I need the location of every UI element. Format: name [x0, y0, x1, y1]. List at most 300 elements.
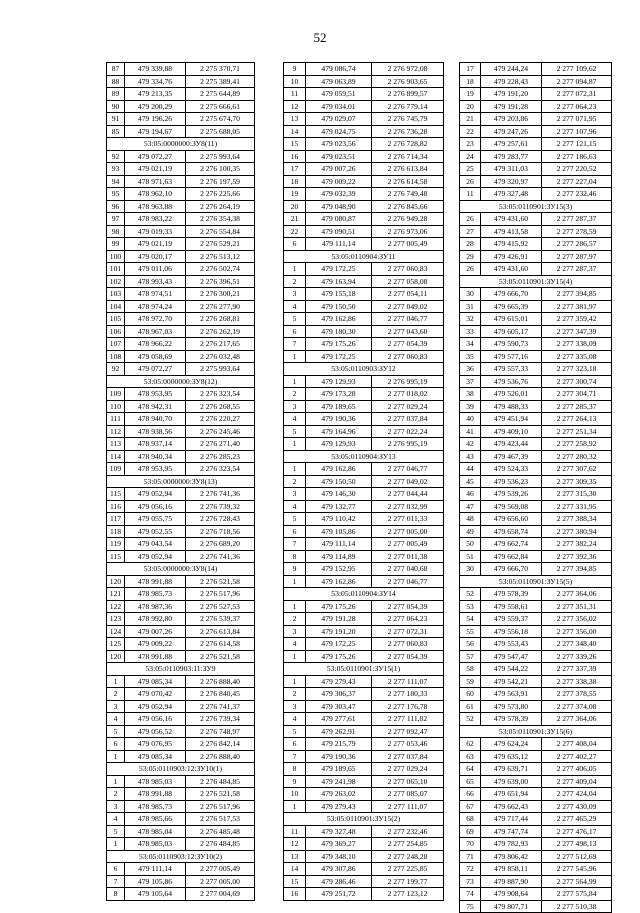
table-row: [107, 388, 255, 401]
point-number: 94: [107, 175, 125, 188]
x-coordinate: 478 987,36: [125, 600, 186, 613]
y-coordinate: 2 275 993,64: [186, 150, 255, 163]
y-coordinate: 2 275 674,70: [186, 113, 255, 126]
x-coordinate: 478 966,22: [125, 338, 186, 351]
x-coordinate: 479 662,84: [481, 550, 542, 563]
coordinates-table-left: [106, 62, 255, 901]
y-coordinate: 2 276 554,84: [186, 225, 255, 238]
table-row: [284, 263, 444, 276]
table-row: [107, 575, 255, 588]
table-row: [107, 600, 255, 613]
table-row: [460, 225, 612, 238]
y-coordinate: 2 277 331,95: [542, 500, 612, 513]
table-row: [284, 538, 444, 551]
point-number: 10: [284, 788, 306, 801]
table-row: [284, 438, 444, 451]
x-coordinate: 479 011,06: [125, 263, 186, 276]
y-coordinate: 2 277 044,44: [372, 488, 444, 501]
y-coordinate: 2 276 268,55: [186, 400, 255, 413]
x-coordinate: 479 615,01: [481, 313, 542, 326]
point-number: 4: [284, 638, 306, 651]
table-row: [284, 688, 444, 701]
point-number: 1: [284, 263, 306, 276]
table-row: [284, 138, 444, 151]
x-coordinate: 479 180,30: [306, 325, 372, 338]
y-coordinate: 2 277 005,49: [372, 238, 444, 251]
x-coordinate: 479 056,16: [125, 713, 186, 726]
y-coordinate: 2 277 121,15: [542, 138, 612, 151]
y-coordinate: 2 276 736,28: [372, 125, 444, 138]
y-coordinate: 2 276 741,37: [186, 700, 255, 713]
x-coordinate: 479 536,76: [481, 375, 542, 388]
y-coordinate: 2 277 337,39: [542, 663, 612, 676]
x-coordinate: 478 953,95: [125, 388, 186, 401]
y-coordinate: 2 276 521,58: [186, 650, 255, 663]
y-coordinate: 2 276 285,23: [186, 450, 255, 463]
x-coordinate: 479 191,20: [481, 88, 542, 101]
x-coordinate: 479 023,56: [306, 138, 372, 151]
x-coordinate: 479 203,86: [481, 113, 542, 126]
y-coordinate: 2 277 402,27: [542, 750, 612, 763]
y-coordinate: 2 276 739,32: [186, 500, 255, 513]
point-number: 3: [284, 288, 306, 301]
y-coordinate: 2 277 011,38: [372, 550, 444, 563]
section-header-row: [284, 450, 444, 463]
table-row: [107, 175, 255, 188]
x-coordinate: 478 985,66: [125, 813, 186, 826]
table-row: [460, 313, 612, 326]
table-row: [284, 763, 444, 776]
y-coordinate: 2 277 072,31: [372, 625, 444, 638]
x-coordinate: 479 662,74: [481, 538, 542, 551]
table-row: [460, 600, 612, 613]
x-coordinate: 479 173,28: [306, 388, 372, 401]
table-row: [460, 900, 612, 913]
table-row: [284, 563, 444, 576]
x-coordinate: 479 467,39: [481, 450, 542, 463]
point-number: 98: [107, 225, 125, 238]
table-row: [460, 88, 612, 101]
point-number: 104: [107, 300, 125, 313]
point-number: 99: [107, 238, 125, 251]
y-coordinate: 2 277 060,83: [372, 638, 444, 651]
x-coordinate: 479 172,25: [306, 263, 372, 276]
point-number: 33: [460, 325, 481, 338]
parcel-id: 53:05:0110903:12:ЗУ10(2): [107, 850, 255, 863]
point-number: 72: [460, 863, 481, 876]
x-coordinate: 479 286,46: [306, 875, 372, 888]
x-coordinate: 479 105,86: [306, 525, 372, 538]
table-row: [284, 163, 444, 176]
x-coordinate: 479 241,98: [306, 775, 372, 788]
y-coordinate: 2 277 394,85: [542, 288, 612, 301]
x-coordinate: 479 175,26: [306, 600, 372, 613]
table-row: [460, 838, 612, 851]
point-number: 5: [284, 513, 306, 526]
y-coordinate: 2 277 054,39: [372, 650, 444, 663]
point-number: 108: [107, 350, 125, 363]
y-coordinate: 2 277 285,37: [542, 400, 612, 413]
section-header-row: [107, 850, 255, 863]
point-number: 65: [460, 775, 481, 788]
y-coordinate: 2 277 380,94: [542, 525, 612, 538]
point-number: 114: [107, 450, 125, 463]
point-number: 69: [460, 825, 481, 838]
y-coordinate: 2 276 521,58: [186, 788, 255, 801]
point-number: 107: [107, 338, 125, 351]
y-coordinate: 2 277 381,97: [542, 300, 612, 313]
table-row: [284, 200, 444, 213]
point-number: 63: [460, 750, 481, 763]
table-row: [107, 250, 255, 263]
point-number: 8: [284, 550, 306, 563]
y-coordinate: 2 276 739,34: [186, 713, 255, 726]
table-row: [107, 450, 255, 463]
y-coordinate: 2 277 029,24: [372, 400, 444, 413]
x-coordinate: 479 277,61: [306, 713, 372, 726]
point-number: 96: [107, 200, 125, 213]
table-row: [107, 888, 255, 901]
y-coordinate: 2 276 220,27: [186, 413, 255, 426]
point-number: 3: [284, 700, 306, 713]
point-number: 119: [107, 538, 125, 551]
y-coordinate: 2 277 315,30: [542, 488, 612, 501]
point-number: 70: [460, 838, 481, 851]
y-coordinate: 2 277 564,99: [542, 875, 612, 888]
parcel-id: 53:05:0110901:ЗУ15(1): [284, 663, 444, 676]
y-coordinate: 2 277 545,96: [542, 863, 612, 876]
y-coordinate: 2 277 049,02: [372, 300, 444, 313]
table-row: [107, 313, 255, 326]
point-number: 73: [460, 875, 481, 888]
x-coordinate: 478 991,88: [125, 575, 186, 588]
table-row: [284, 63, 444, 76]
x-coordinate: 479 263,02: [306, 788, 372, 801]
y-coordinate: 2 277 225,85: [372, 863, 444, 876]
point-number: 14: [284, 125, 306, 138]
section-header-row: [284, 813, 444, 826]
x-coordinate: 479 105,64: [125, 888, 186, 901]
point-number: 2: [284, 275, 306, 288]
point-number: 62: [460, 738, 481, 751]
x-coordinate: 479 526,01: [481, 388, 542, 401]
y-coordinate: 2 276 502,74: [186, 263, 255, 276]
x-coordinate: 479 311,03: [481, 163, 542, 176]
point-number: 25: [460, 163, 481, 176]
x-coordinate: 479 056,52: [125, 725, 186, 738]
section-header-row: [460, 575, 612, 588]
y-coordinate: 2 277 408,04: [542, 738, 612, 751]
point-number: 31: [460, 300, 481, 313]
x-coordinate: 479 665,39: [481, 300, 542, 313]
section-header-row: [460, 200, 612, 213]
table-row: [284, 175, 444, 188]
table-row: [460, 113, 612, 126]
table-row: [107, 725, 255, 738]
y-coordinate: 2 276 264,19: [186, 200, 255, 213]
table-row: [284, 775, 444, 788]
table-row: [284, 125, 444, 138]
x-coordinate: 479 488,33: [481, 400, 542, 413]
x-coordinate: 479 175,26: [306, 338, 372, 351]
x-coordinate: 479 023,51: [306, 150, 372, 163]
point-number: 3: [107, 800, 125, 813]
point-number: 42: [460, 438, 481, 451]
table-row: [460, 850, 612, 863]
x-coordinate: 479 021,19: [125, 238, 186, 251]
point-number: 110: [107, 400, 125, 413]
point-number: 18: [460, 75, 481, 88]
y-coordinate: 2 277 424,04: [542, 788, 612, 801]
x-coordinate: 479 150,50: [306, 300, 372, 313]
x-coordinate: 479 213,35: [125, 88, 186, 101]
y-coordinate: 2 277 339,26: [542, 650, 612, 663]
table-row: [107, 225, 255, 238]
y-coordinate: 2 276 973,06: [372, 225, 444, 238]
point-number: 67: [460, 800, 481, 813]
table-row: [284, 638, 444, 651]
x-coordinate: 478 974,24: [125, 300, 186, 313]
y-coordinate: 2 276 539,37: [186, 613, 255, 626]
table-row: [460, 75, 612, 88]
x-coordinate: 478 985,04: [125, 825, 186, 838]
x-coordinate: 479 908,64: [481, 888, 542, 901]
point-number: 17: [284, 163, 306, 176]
y-coordinate: 2 277 300,74: [542, 375, 612, 388]
table-row: [107, 263, 255, 276]
point-number: 13: [284, 850, 306, 863]
y-coordinate: 2 277 351,31: [542, 600, 612, 613]
x-coordinate: 478 963,88: [125, 200, 186, 213]
y-coordinate: 2 276 517,96: [186, 800, 255, 813]
y-coordinate: 2 276 354,38: [186, 213, 255, 226]
x-coordinate: 479 194,67: [125, 125, 186, 138]
y-coordinate: 2 277 286,57: [542, 238, 612, 251]
x-coordinate: 479 111,14: [306, 238, 372, 251]
table-row: [107, 500, 255, 513]
table-row: [107, 75, 255, 88]
section-header-row: [107, 375, 255, 388]
y-coordinate: 2 276 741,36: [186, 488, 255, 501]
table-row: [284, 350, 444, 363]
table-row: [460, 125, 612, 138]
x-coordinate: 478 993,43: [125, 275, 186, 288]
y-coordinate: 2 275 993,64: [186, 363, 255, 376]
table-row: [107, 625, 255, 638]
x-coordinate: 479 257,61: [481, 138, 542, 151]
x-coordinate: 479 578,39: [481, 588, 542, 601]
x-coordinate: 479 059,51: [306, 88, 372, 101]
y-coordinate: 2 276 225,66: [186, 188, 255, 201]
point-number: 58: [460, 663, 481, 676]
y-coordinate: 2 276 888,40: [186, 750, 255, 763]
point-number: 53: [460, 600, 481, 613]
y-coordinate: 2 277 356,02: [542, 613, 612, 626]
section-header-row: [460, 275, 612, 288]
x-coordinate: 479 191,28: [481, 100, 542, 113]
point-number: 1: [107, 838, 125, 851]
table-row: [284, 713, 444, 726]
table-row: [107, 88, 255, 101]
point-number: 1: [284, 463, 306, 476]
table-row: [284, 75, 444, 88]
point-number: 19: [284, 188, 306, 201]
point-number: 120: [107, 650, 125, 663]
point-number: 117: [107, 513, 125, 526]
x-coordinate: 479 191,20: [306, 625, 372, 638]
y-coordinate: 2 276 613,84: [186, 625, 255, 638]
x-coordinate: 479 320,97: [481, 175, 542, 188]
point-number: 37: [460, 375, 481, 388]
point-number: 85: [107, 125, 125, 138]
y-coordinate: 2 277 043,60: [372, 325, 444, 338]
y-coordinate: 2 276 718,56: [186, 525, 255, 538]
x-coordinate: 478 991,88: [125, 650, 186, 663]
x-coordinate: 479 327,48: [481, 188, 542, 201]
x-coordinate: 478 971,63: [125, 175, 186, 188]
x-coordinate: 478 985,03: [125, 775, 186, 788]
table-row: [107, 550, 255, 563]
y-coordinate: 2 276 396,51: [186, 275, 255, 288]
point-number: 45: [460, 475, 481, 488]
y-coordinate: 2 276 842,14: [186, 738, 255, 751]
table-row: [107, 738, 255, 751]
table-row: [107, 163, 255, 176]
y-coordinate: 2 276 728,43: [186, 513, 255, 526]
point-number: 51: [460, 550, 481, 563]
x-coordinate: 479 524,33: [481, 463, 542, 476]
x-coordinate: 478 940,34: [125, 450, 186, 463]
x-coordinate: 479 189,65: [306, 763, 372, 776]
x-coordinate: 479 034,01: [306, 100, 372, 113]
point-number: 1: [284, 675, 306, 688]
table-row: [284, 275, 444, 288]
x-coordinate: 479 577,16: [481, 350, 542, 363]
table-row: [107, 213, 255, 226]
y-coordinate: 2 276 268,81: [186, 313, 255, 326]
y-coordinate: 2 276 972,08: [372, 63, 444, 76]
point-number: 122: [107, 600, 125, 613]
table-row: [107, 750, 255, 763]
table-row: [107, 113, 255, 126]
point-number: 97: [107, 213, 125, 226]
y-coordinate: 2 277 227,04: [542, 175, 612, 188]
point-number: 103: [107, 288, 125, 301]
y-coordinate: 2 276 484,85: [186, 775, 255, 788]
x-coordinate: 479 747,74: [481, 825, 542, 838]
section-header-row: [107, 475, 255, 488]
x-coordinate: 479 152,95: [306, 563, 372, 576]
y-coordinate: 2 276 517,53: [186, 813, 255, 826]
y-coordinate: 2 277 037,84: [372, 413, 444, 426]
y-coordinate: 2 276 741,36: [186, 550, 255, 563]
point-number: 102: [107, 275, 125, 288]
y-coordinate: 2 277 374,08: [542, 700, 612, 713]
x-coordinate: 479 110,42: [306, 513, 372, 526]
y-coordinate: 2 277 123,12: [372, 888, 444, 901]
parcel-id: 53:05:0110901:ЗУ15(3): [460, 200, 612, 213]
x-coordinate: 479 163,94: [306, 275, 372, 288]
table-row: [284, 838, 444, 851]
x-coordinate: 479 111,14: [306, 538, 372, 551]
x-coordinate: 478 937,14: [125, 438, 186, 451]
y-coordinate: 2 276 323,54: [186, 388, 255, 401]
point-number: 64: [460, 763, 481, 776]
x-coordinate: 478 992,80: [125, 613, 186, 626]
point-number: 1: [107, 775, 125, 788]
y-coordinate: 2 277 232,46: [542, 188, 612, 201]
y-coordinate: 2 277 304,71: [542, 388, 612, 401]
table-row: [460, 475, 612, 488]
table-row: [460, 775, 612, 788]
y-coordinate: 2 276 300,21: [186, 288, 255, 301]
y-coordinate: 2 276 245,46: [186, 425, 255, 438]
point-number: 5: [284, 425, 306, 438]
point-number: 1: [284, 575, 306, 588]
section-header-row: [107, 663, 255, 676]
table-row: [460, 650, 612, 663]
point-number: 17: [460, 63, 481, 76]
x-coordinate: 479 052,94: [125, 700, 186, 713]
table-row: [460, 238, 612, 251]
x-coordinate: 479 639,71: [481, 763, 542, 776]
table-row: [284, 225, 444, 238]
point-number: 12: [284, 100, 306, 113]
y-coordinate: 2 277 430,09: [542, 800, 612, 813]
x-coordinate: 479 303,47: [306, 700, 372, 713]
table-row: [284, 788, 444, 801]
x-coordinate: 479 129,93: [306, 438, 372, 451]
y-coordinate: 2 277 005,49: [186, 863, 255, 876]
point-number: 92: [107, 150, 125, 163]
table-row: [284, 700, 444, 713]
x-coordinate: 479 558,61: [481, 600, 542, 613]
y-coordinate: 2 276 845,66: [372, 200, 444, 213]
point-number: 11: [460, 188, 481, 201]
table-row: [107, 275, 255, 288]
table-row: [107, 838, 255, 851]
y-coordinate: 2 277 335,08: [542, 350, 612, 363]
point-number: 41: [460, 425, 481, 438]
x-coordinate: 479 624,24: [481, 738, 542, 751]
table-row: [284, 150, 444, 163]
x-coordinate: 479 200,29: [125, 100, 186, 113]
y-coordinate: 2 277 575,84: [542, 888, 612, 901]
y-coordinate: 2 277 378,55: [542, 688, 612, 701]
table-row: [107, 688, 255, 701]
table-row: [460, 713, 612, 726]
table-row: [460, 100, 612, 113]
point-number: 91: [107, 113, 125, 126]
table-row: [284, 188, 444, 201]
y-coordinate: 2 276 217,65: [186, 338, 255, 351]
point-number: 9: [284, 563, 306, 576]
point-number: 6: [284, 525, 306, 538]
y-coordinate: 2 277 364,06: [542, 713, 612, 726]
x-coordinate: 479 162,86: [306, 313, 372, 326]
point-number: 106: [107, 325, 125, 338]
x-coordinate: 479 334,76: [125, 75, 186, 88]
point-number: 21: [460, 113, 481, 126]
y-coordinate: 2 276 749,48: [372, 188, 444, 201]
table-row: [107, 638, 255, 651]
x-coordinate: 479 262,91: [306, 725, 372, 738]
x-coordinate: 479 557,33: [481, 363, 542, 376]
y-coordinate: 2 276 277,90: [186, 300, 255, 313]
x-coordinate: 479 063,89: [306, 75, 372, 88]
point-number: 6: [284, 238, 306, 251]
table-row: [460, 400, 612, 413]
